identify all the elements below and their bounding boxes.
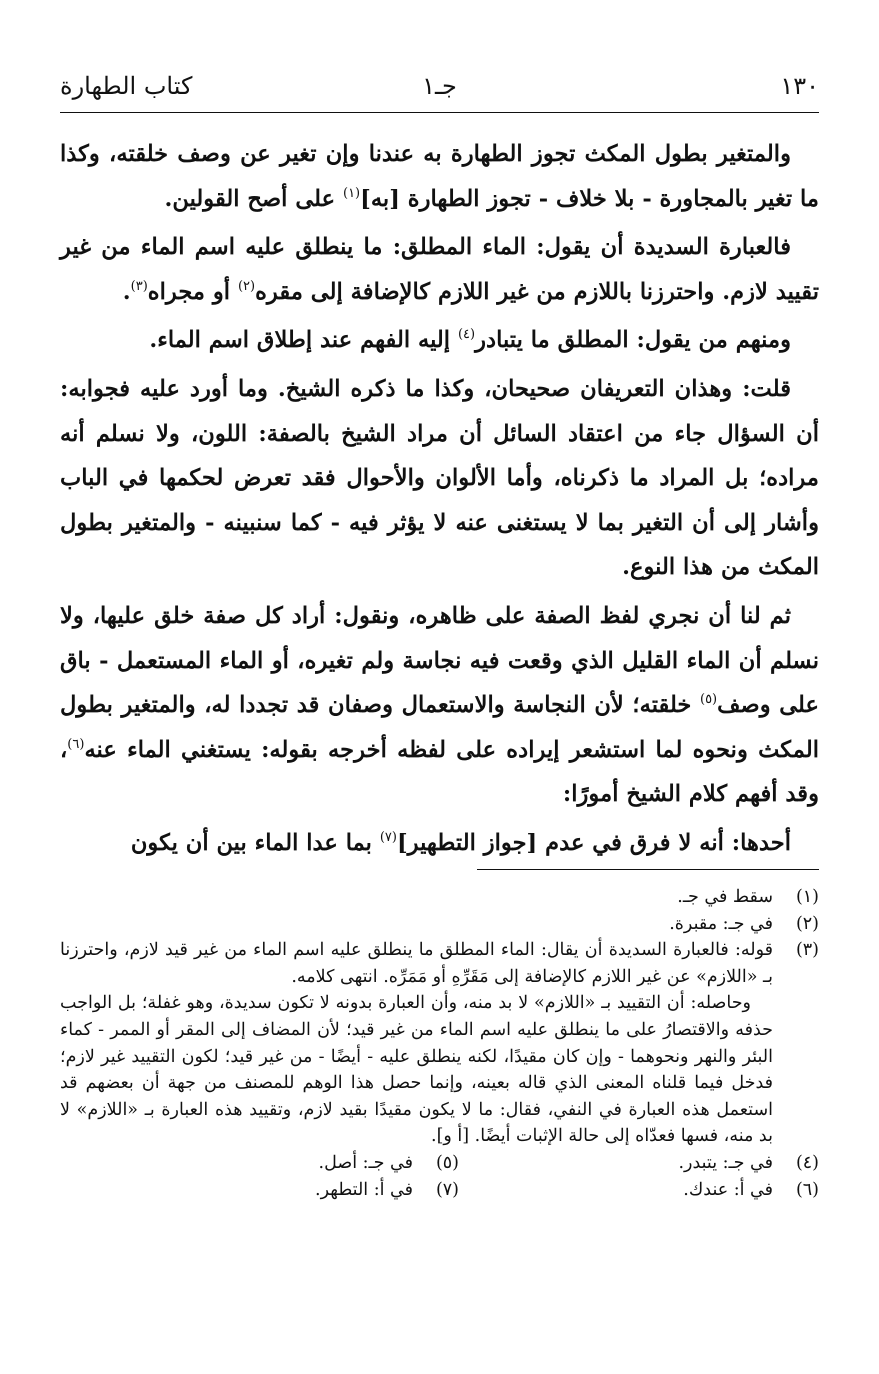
footnote-ref[interactable]: (١) bbox=[342, 185, 361, 201]
footnote bbox=[683, 1177, 819, 1204]
footnotes bbox=[60, 884, 819, 1203]
paragraph bbox=[60, 132, 819, 221]
footnote-text: في جـ: يتبدر. bbox=[678, 1152, 773, 1173]
paragraph bbox=[60, 594, 819, 817]
footnote-number: (٧) bbox=[435, 1179, 459, 1200]
text-run: خلقته؛ لأن النجاسة والاستعمال وصفان قد تجددا له، والمتغير بطول المكث ونحوه لما استشعر إيراده على لفظه أخرجه بقوله: يستغني الماء عنه bbox=[60, 692, 819, 763]
footnote-text: في جـ: مقبرة. bbox=[669, 913, 773, 934]
footnote bbox=[60, 937, 819, 1150]
footnote-row bbox=[60, 1150, 819, 1177]
header-divider bbox=[60, 112, 819, 113]
footnote-text: في جـ: أصل. bbox=[318, 1152, 413, 1173]
volume-label: جـ١ bbox=[422, 72, 457, 100]
footnote-ref[interactable]: (٥) bbox=[699, 692, 718, 708]
footnote bbox=[60, 911, 819, 938]
footnote-ref[interactable]: (٧) bbox=[379, 829, 397, 845]
page-number: ١٣٠ bbox=[780, 72, 819, 100]
text-run: ، وقد أفهم كلام الشيخ أمورًا: bbox=[60, 736, 819, 808]
text-run: . bbox=[122, 278, 131, 305]
footnote-ref[interactable]: (٢) bbox=[237, 278, 256, 294]
paragraph bbox=[60, 821, 819, 866]
text-run: ومنهم من يقول: المطلق ما يتبادر bbox=[475, 327, 791, 354]
footnote-ref[interactable]: (٦) bbox=[67, 736, 85, 752]
text-run: والمتغير بطول المكث تجوز الطهارة به عندنا وإن تغير عن وصف خلقته، وكذا ما تغير بالمجاورة - بلا خلاف - تجوز الطهارة [به] bbox=[60, 141, 819, 212]
footnote-number: (٦) bbox=[795, 1179, 819, 1200]
footnote-text: في أ: التطهر. bbox=[315, 1179, 413, 1200]
text-run: إليه الفهم عند إطلاق اسم الماء. bbox=[149, 327, 458, 354]
footnote bbox=[60, 884, 819, 911]
footnote-number: (٤) bbox=[795, 1152, 819, 1173]
footnote-number: (٣) bbox=[795, 940, 819, 961]
book-title: كتاب الطهارة bbox=[60, 72, 193, 100]
footnote-row bbox=[60, 1177, 819, 1204]
footnote-text: في أ: عندك. bbox=[683, 1179, 773, 1200]
text-run: فالعبارة السديدة أن يقول: الماء المطلق: ما ينطلق عليه اسم الماء من غير تقييد لازم. واحترزنا باللازم من غير اللازم كالإضافة إلى مقره bbox=[60, 234, 819, 305]
footnote-number: (٥) bbox=[435, 1152, 459, 1173]
footnote-number: (١) bbox=[795, 887, 819, 907]
text-run: بما عدا الماء بين أن يكون bbox=[130, 829, 380, 856]
text-run: أو مجراه bbox=[147, 278, 238, 305]
footnote-ref[interactable]: (٣) bbox=[130, 278, 148, 294]
text-run: على أصح القولين. bbox=[164, 185, 343, 212]
footnote-ref[interactable]: (٤) bbox=[457, 327, 476, 343]
footnote bbox=[319, 1150, 459, 1177]
paragraph bbox=[60, 225, 819, 314]
footnote-number: (٢) bbox=[795, 913, 819, 934]
footnote-text: سقط في جـ. bbox=[677, 887, 773, 907]
footnote-divider bbox=[477, 869, 819, 870]
paragraph: قلت: وهذان التعريفان صحيحان، وكذا ما ذكره الشيخ. وما أورد عليه فجوابه: أن السؤال جاء من اعتقاد السائل أن مراد الشيخ بالصفة: اللون، ولا نسلم أنه مراده؛ بل المراد ما ذكرناه، وأما الألوان والأحوال فقد تعرض لحكمها في الباب وأشار إلى أن التغير بما لا يستغنى عنه لا يؤثر فيه - كما سنبينه - والمتغير بطول المكث من هذا النوع. bbox=[60, 375, 819, 581]
text-run: ثم لنا أن نجري لفظ الصفة على ظاهره، ونقول: أراد كل صفة خلق عليها، ولا نسلم أن الماء القليل الذي وقعت فيه نجاسة ولم تغيره، أو الماء المستعمل - باق على وصف bbox=[60, 602, 819, 719]
paragraph bbox=[60, 318, 819, 363]
footnote bbox=[678, 1150, 819, 1177]
footnote-text: وحاصله: أن التقييد بـ «اللازم» لا بد منه، وأن العبارة بدونه لا تكون سديدة، وهو غفلة؛ بل الواجب حذفه والاقتصارُ على ما ينطلق عليه اسم الماء من غير قيد؛ لأن المضاف إلى المقر أو الممر - كماء البئر والنهر ونحوهما - وإن كان مقيدًا، لكنه ينطلق عليه - أيضًا - من غير قيد؛ لكون التقييد غير لازم؛ فدخل فيما قلناه المعنى الذي قاله بعينه، وإنما حصل هذا الوهم للمصنف من جهة أن بعضهم قد استعمل هذه العبارة في النفي، فقال: ما لا يكون مقيدًا بقيد لازم، وتقييد هذه العبارة بـ «اللازم» لا بد منه، فسها فعدّاه إلى حالة الإثبات أيضًا. [أ و]. bbox=[60, 993, 773, 1147]
footnote bbox=[315, 1177, 459, 1204]
running-header bbox=[60, 68, 819, 104]
footnote-text: قوله: فالعبارة السديدة أن يقال: الماء المطلق ما ينطلق عليه اسم الماء من غير قيد لازم، واحترزنا بـ «اللازم» عن غير اللازم كالإضافة إلى مَقَرِّهِ أو مَمَرِّه. انتهى كلامه. bbox=[60, 940, 773, 987]
text-run: أحدها: أنه لا فرق في عدم [جواز التطهير] bbox=[396, 829, 791, 856]
main-text bbox=[60, 132, 819, 870]
